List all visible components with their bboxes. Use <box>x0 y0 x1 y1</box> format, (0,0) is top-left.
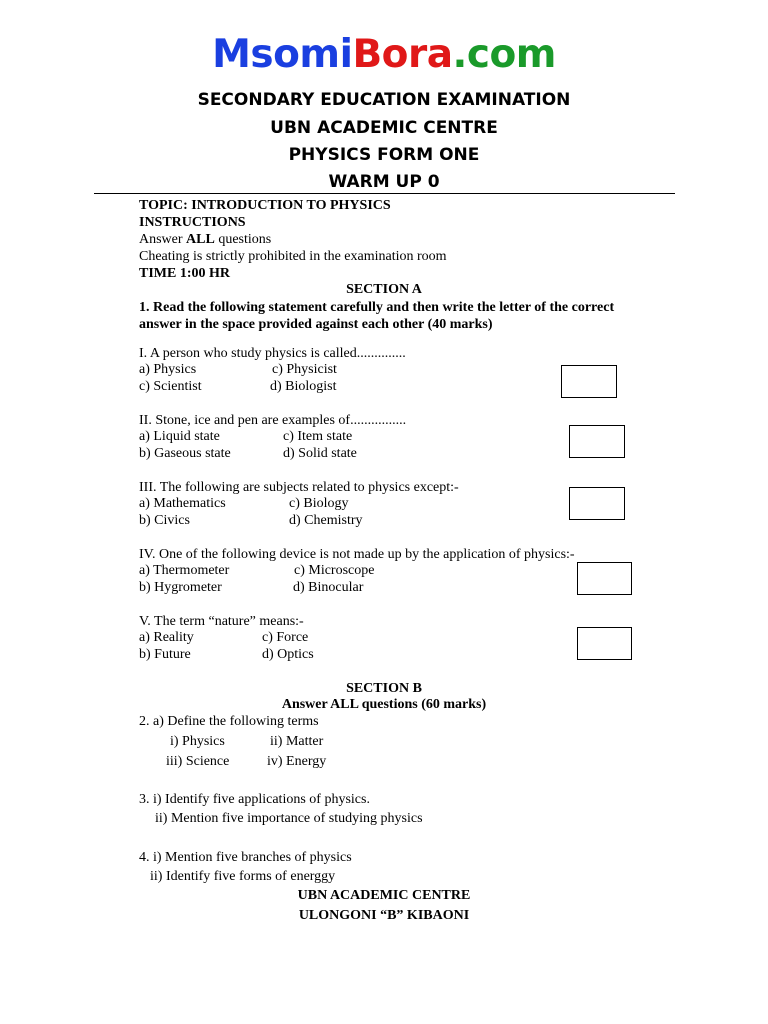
option: c) Scientist <box>139 379 202 394</box>
option: b) Hygrometer <box>139 580 222 595</box>
section-a-instruction-1: 1. Read the following statement carefully and then write the letter of the correct <box>139 300 615 315</box>
term: iii) Science <box>166 754 230 769</box>
term: ii) Matter <box>270 734 324 749</box>
answer-all: ALL <box>186 232 215 247</box>
cheating-warning: Cheating is strictly prohibited in the examination room <box>139 249 447 264</box>
option: d) Chemistry <box>289 513 363 528</box>
instructions-heading: INSTRUCTIONS <box>139 215 246 230</box>
option: c) Biology <box>289 496 349 511</box>
option: a) Thermometer <box>139 563 230 578</box>
question-4-ii: ii) Identify five forms of energgy <box>150 869 336 884</box>
option: a) Mathematics <box>139 496 226 511</box>
question-3-i: 3. i) Identify five applications of physics. <box>139 792 370 807</box>
term: i) Physics <box>170 734 225 749</box>
option: b) Civics <box>139 513 190 528</box>
answer-box-5[interactable] <box>577 627 632 660</box>
section-a-instruction-2: answer in the space provided against each other (40 marks) <box>139 317 493 332</box>
centre-name: UBN ACADEMIC CENTRE <box>270 118 498 138</box>
footer-centre: UBN ACADEMIC CENTRE <box>297 888 471 903</box>
option: d) Biologist <box>270 379 337 394</box>
footer-location: ULONGONI “B” KIBAONI <box>298 908 470 923</box>
question-stem: V. The term “nature” means:- <box>139 614 304 629</box>
option: a) Reality <box>139 630 194 645</box>
topic-line: TOPIC: INTRODUCTION TO PHYSICS <box>139 198 391 213</box>
option: b) Gaseous state <box>139 446 231 461</box>
option: d) Binocular <box>293 580 364 595</box>
option: c) Microscope <box>294 563 375 578</box>
logo-part-msomi: Msomi <box>212 32 353 77</box>
question-2: 2. a) Define the following terms <box>139 714 319 729</box>
question-stem: IV. One of the following device is not made up by the application of physics:- <box>139 547 575 562</box>
answer-box-2[interactable] <box>569 425 625 458</box>
question-4-i: 4. i) Mention five branches of physics <box>139 850 352 865</box>
time-allowed: TIME 1:00 HR <box>139 266 230 281</box>
option: b) Future <box>139 647 191 662</box>
option: c) Physicist <box>272 362 337 377</box>
exam-title: SECONDARY EDUCATION EXAMINATION <box>197 90 571 110</box>
option: c) Force <box>262 630 309 645</box>
question-stem: I. A person who study physics is called.............. <box>139 346 406 361</box>
subject-title: PHYSICS FORM ONE <box>288 145 480 165</box>
option: d) Optics <box>262 647 314 662</box>
question-stem: II. Stone, ice and pen are examples of................ <box>139 413 407 428</box>
section-b-title: SECTION B <box>346 681 422 696</box>
site-logo <box>0 32 768 77</box>
answer-post: questions <box>214 232 272 247</box>
option: d) Solid state <box>283 446 357 461</box>
option: a) Liquid state <box>139 429 220 444</box>
term: iv) Energy <box>267 754 327 769</box>
option: c) Item state <box>283 429 353 444</box>
answer-box-4[interactable] <box>577 562 632 595</box>
logo-part-bora: Bora <box>352 32 453 77</box>
answer-box-3[interactable] <box>569 487 625 520</box>
paper-title: WARM UP 0 <box>328 172 440 192</box>
answer-pre: Answer <box>139 232 187 247</box>
option: a) Physics <box>139 362 197 377</box>
logo-part-com: .com <box>452 32 556 77</box>
section-b-subtitle: Answer ALL questions (60 marks) <box>281 697 487 712</box>
header-divider <box>94 193 675 194</box>
question-3-ii: ii) Mention five importance of studying physics <box>155 811 423 826</box>
question-stem: III. The following are subjects related to physics except:- <box>139 480 459 495</box>
section-a-title: SECTION A <box>346 282 422 297</box>
answer-instruction <box>139 232 271 248</box>
answer-box-1[interactable] <box>561 365 617 398</box>
